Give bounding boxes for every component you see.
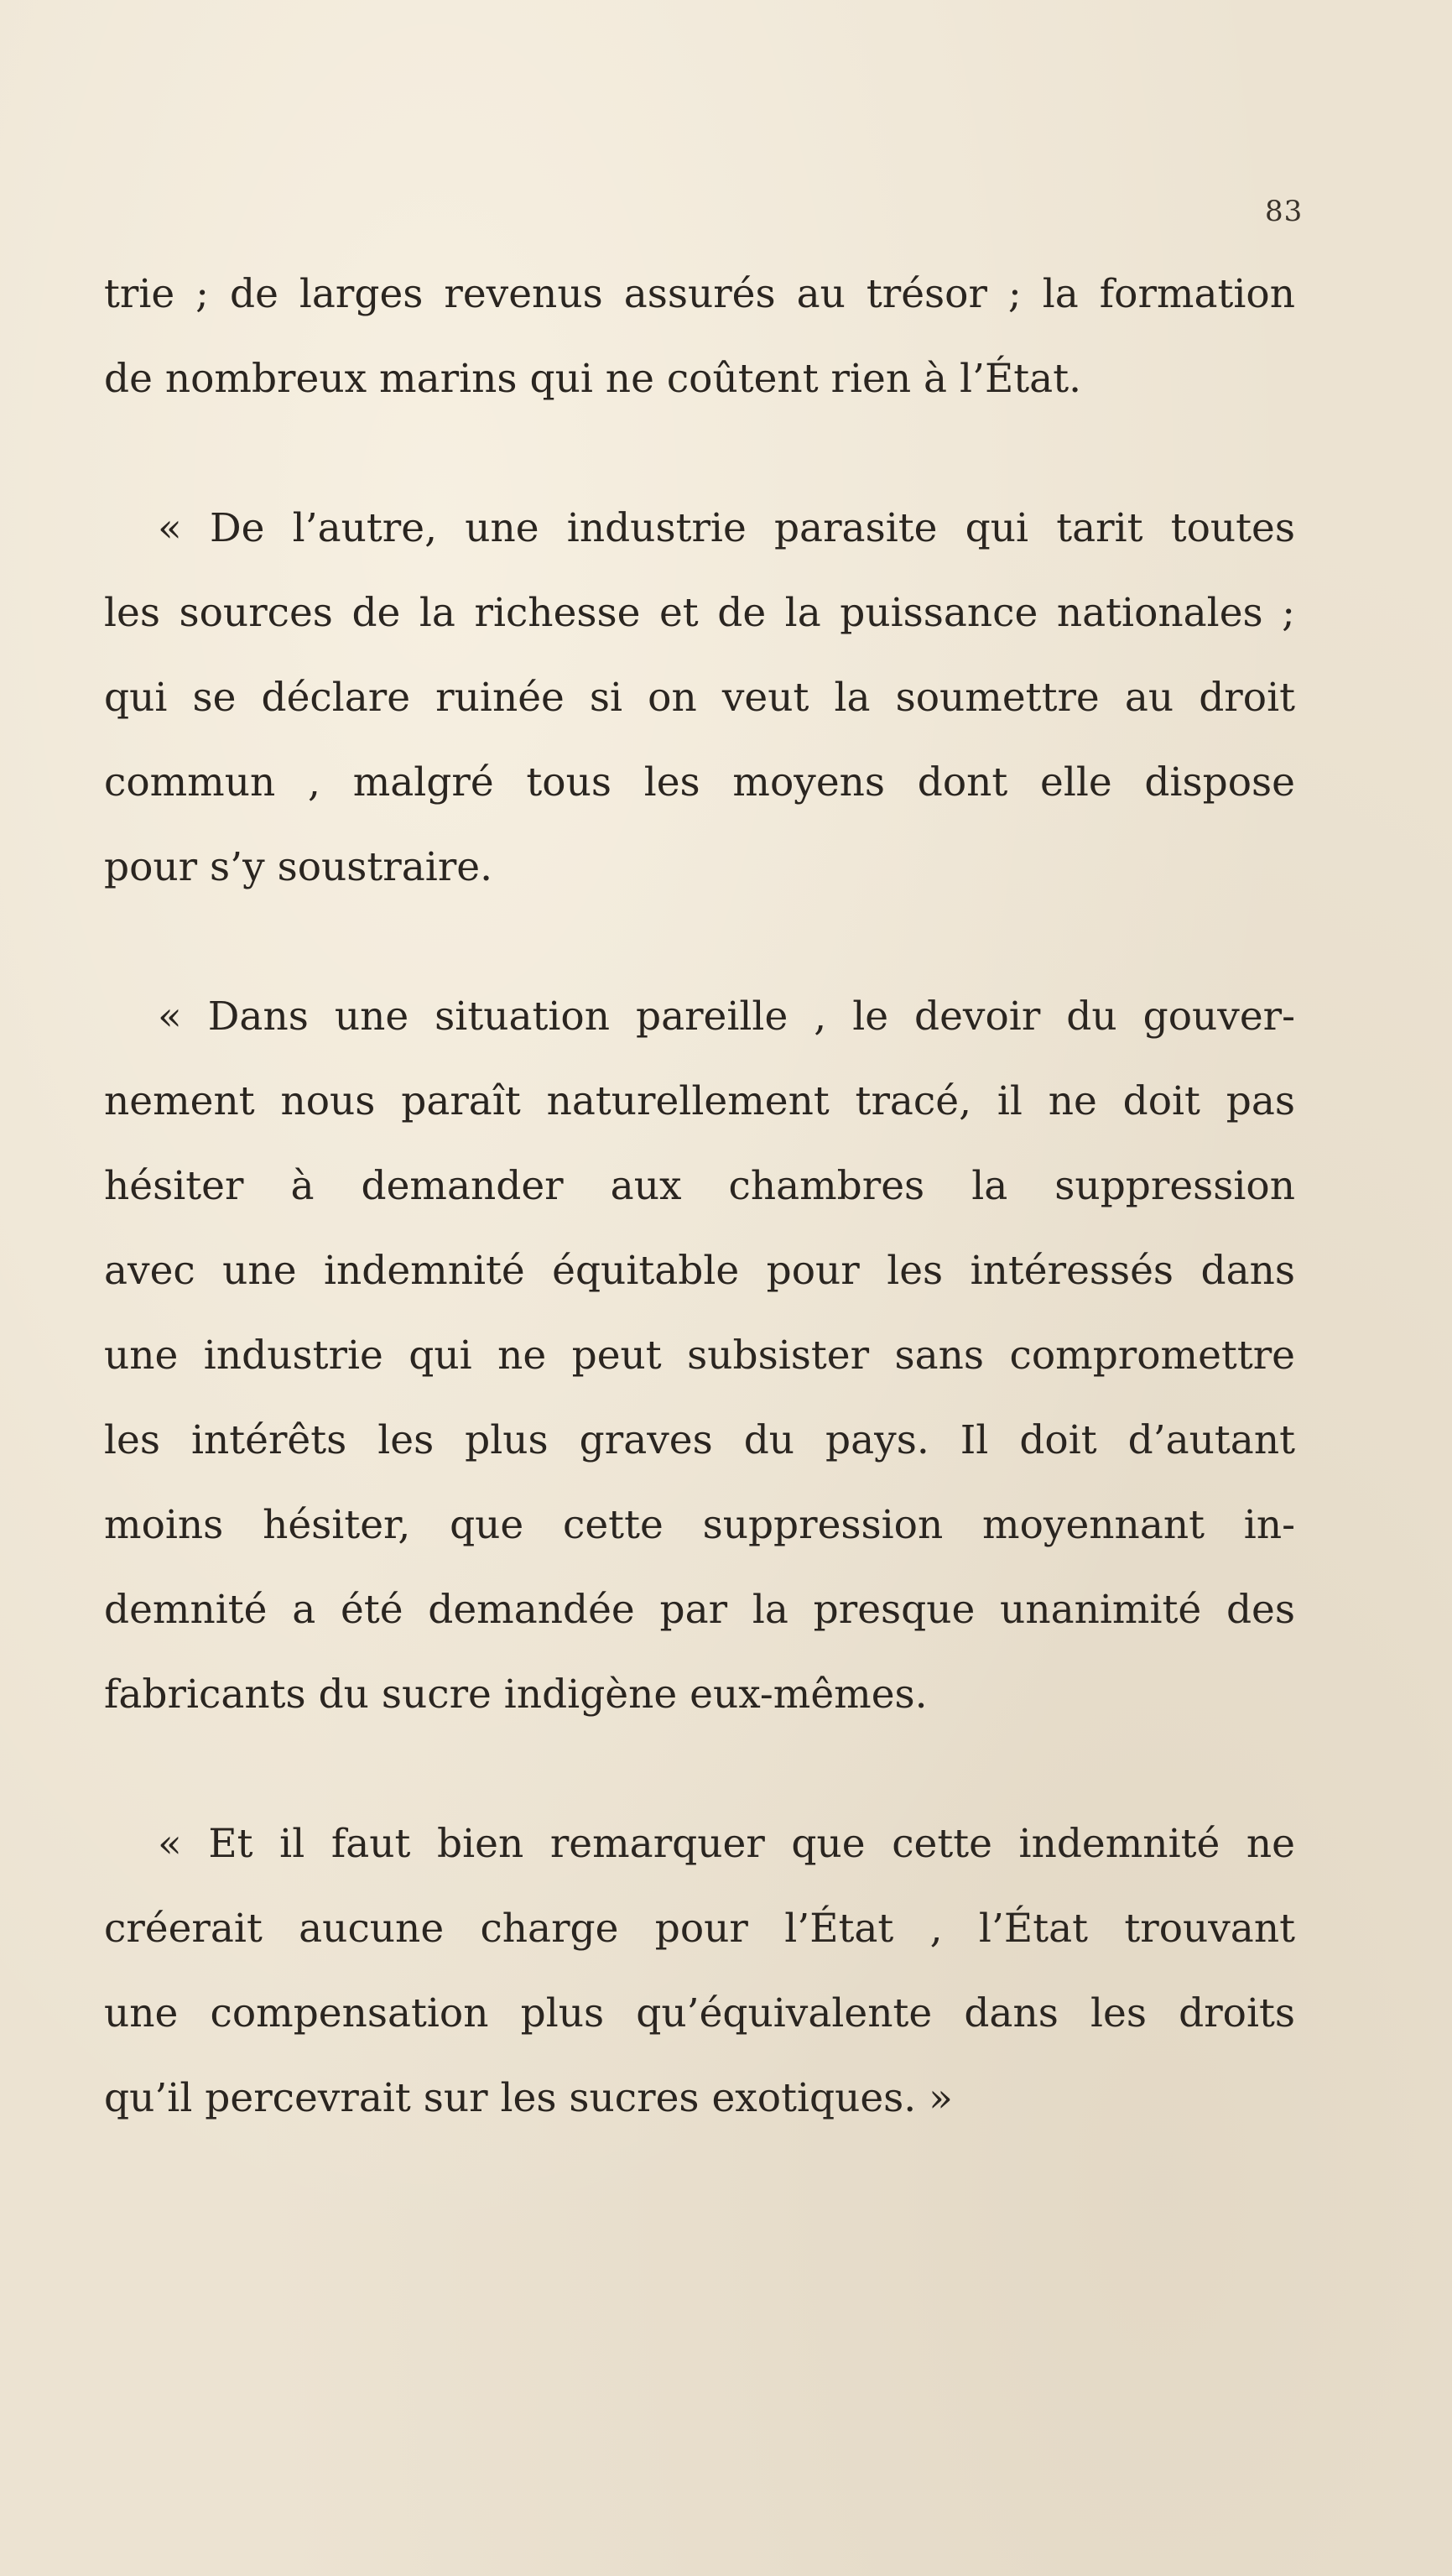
text-line: qui se déclare ruinée si on veut la soumettre au droit <box>104 675 1295 721</box>
body-text <box>104 252 1295 2141</box>
paragraph-1 <box>104 252 1295 421</box>
text-line: les intérêts les plus graves du pays. Il doit d’autant <box>104 1417 1295 1463</box>
paragraph-2 <box>104 486 1295 910</box>
text-line: « Et il faut bien remarquer que cette indemnité ne <box>158 1821 1295 1867</box>
text-line: trie ; de larges revenus assurés au trésor ; la formation <box>104 271 1295 317</box>
paragraph-4 <box>104 1802 1295 2141</box>
text-line: nement nous paraît naturellement tracé, il ne doit pas <box>104 1078 1295 1124</box>
text-line: pour s’y soustraire. <box>104 844 493 890</box>
text-line: fabricants du sucre indigène eux-mêmes. <box>104 1671 928 1718</box>
page-number: 83 <box>1265 195 1304 228</box>
text-line: moins hésiter, que cette suppression moyennant in- <box>104 1502 1295 1548</box>
text-line: commun , malgré tous les moyens dont elle dispose <box>104 759 1295 806</box>
paragraph-3 <box>104 974 1295 1737</box>
text-line: les sources de la richesse et de la puissance nationales ; <box>104 590 1295 636</box>
text-line: une industrie qui ne peut subsister sans compromettre <box>104 1332 1295 1379</box>
text-line: avec une indemnité équitable pour les intéressés dans <box>104 1248 1295 1294</box>
text-line: créerait aucune charge pour l’État , l’État trouvant <box>104 1906 1295 1952</box>
text-line: « Dans une situation pareille , le devoir du gouver- <box>158 993 1295 1040</box>
text-line: « De l’autre, une industrie parasite qui tarit toutes <box>158 505 1295 551</box>
text-line: qu’il percevrait sur les sucres exotiques. » <box>104 2075 953 2121</box>
text-line: hésiter à demander aux chambres la suppression <box>104 1163 1295 1209</box>
text-line: une compensation plus qu’équivalente dans les droits <box>104 1990 1295 2036</box>
text-line: demnité a été demandée par la presque unanimité des <box>104 1587 1295 1633</box>
text-line: de nombreux marins qui ne coûtent rien à l’État. <box>104 356 1082 402</box>
